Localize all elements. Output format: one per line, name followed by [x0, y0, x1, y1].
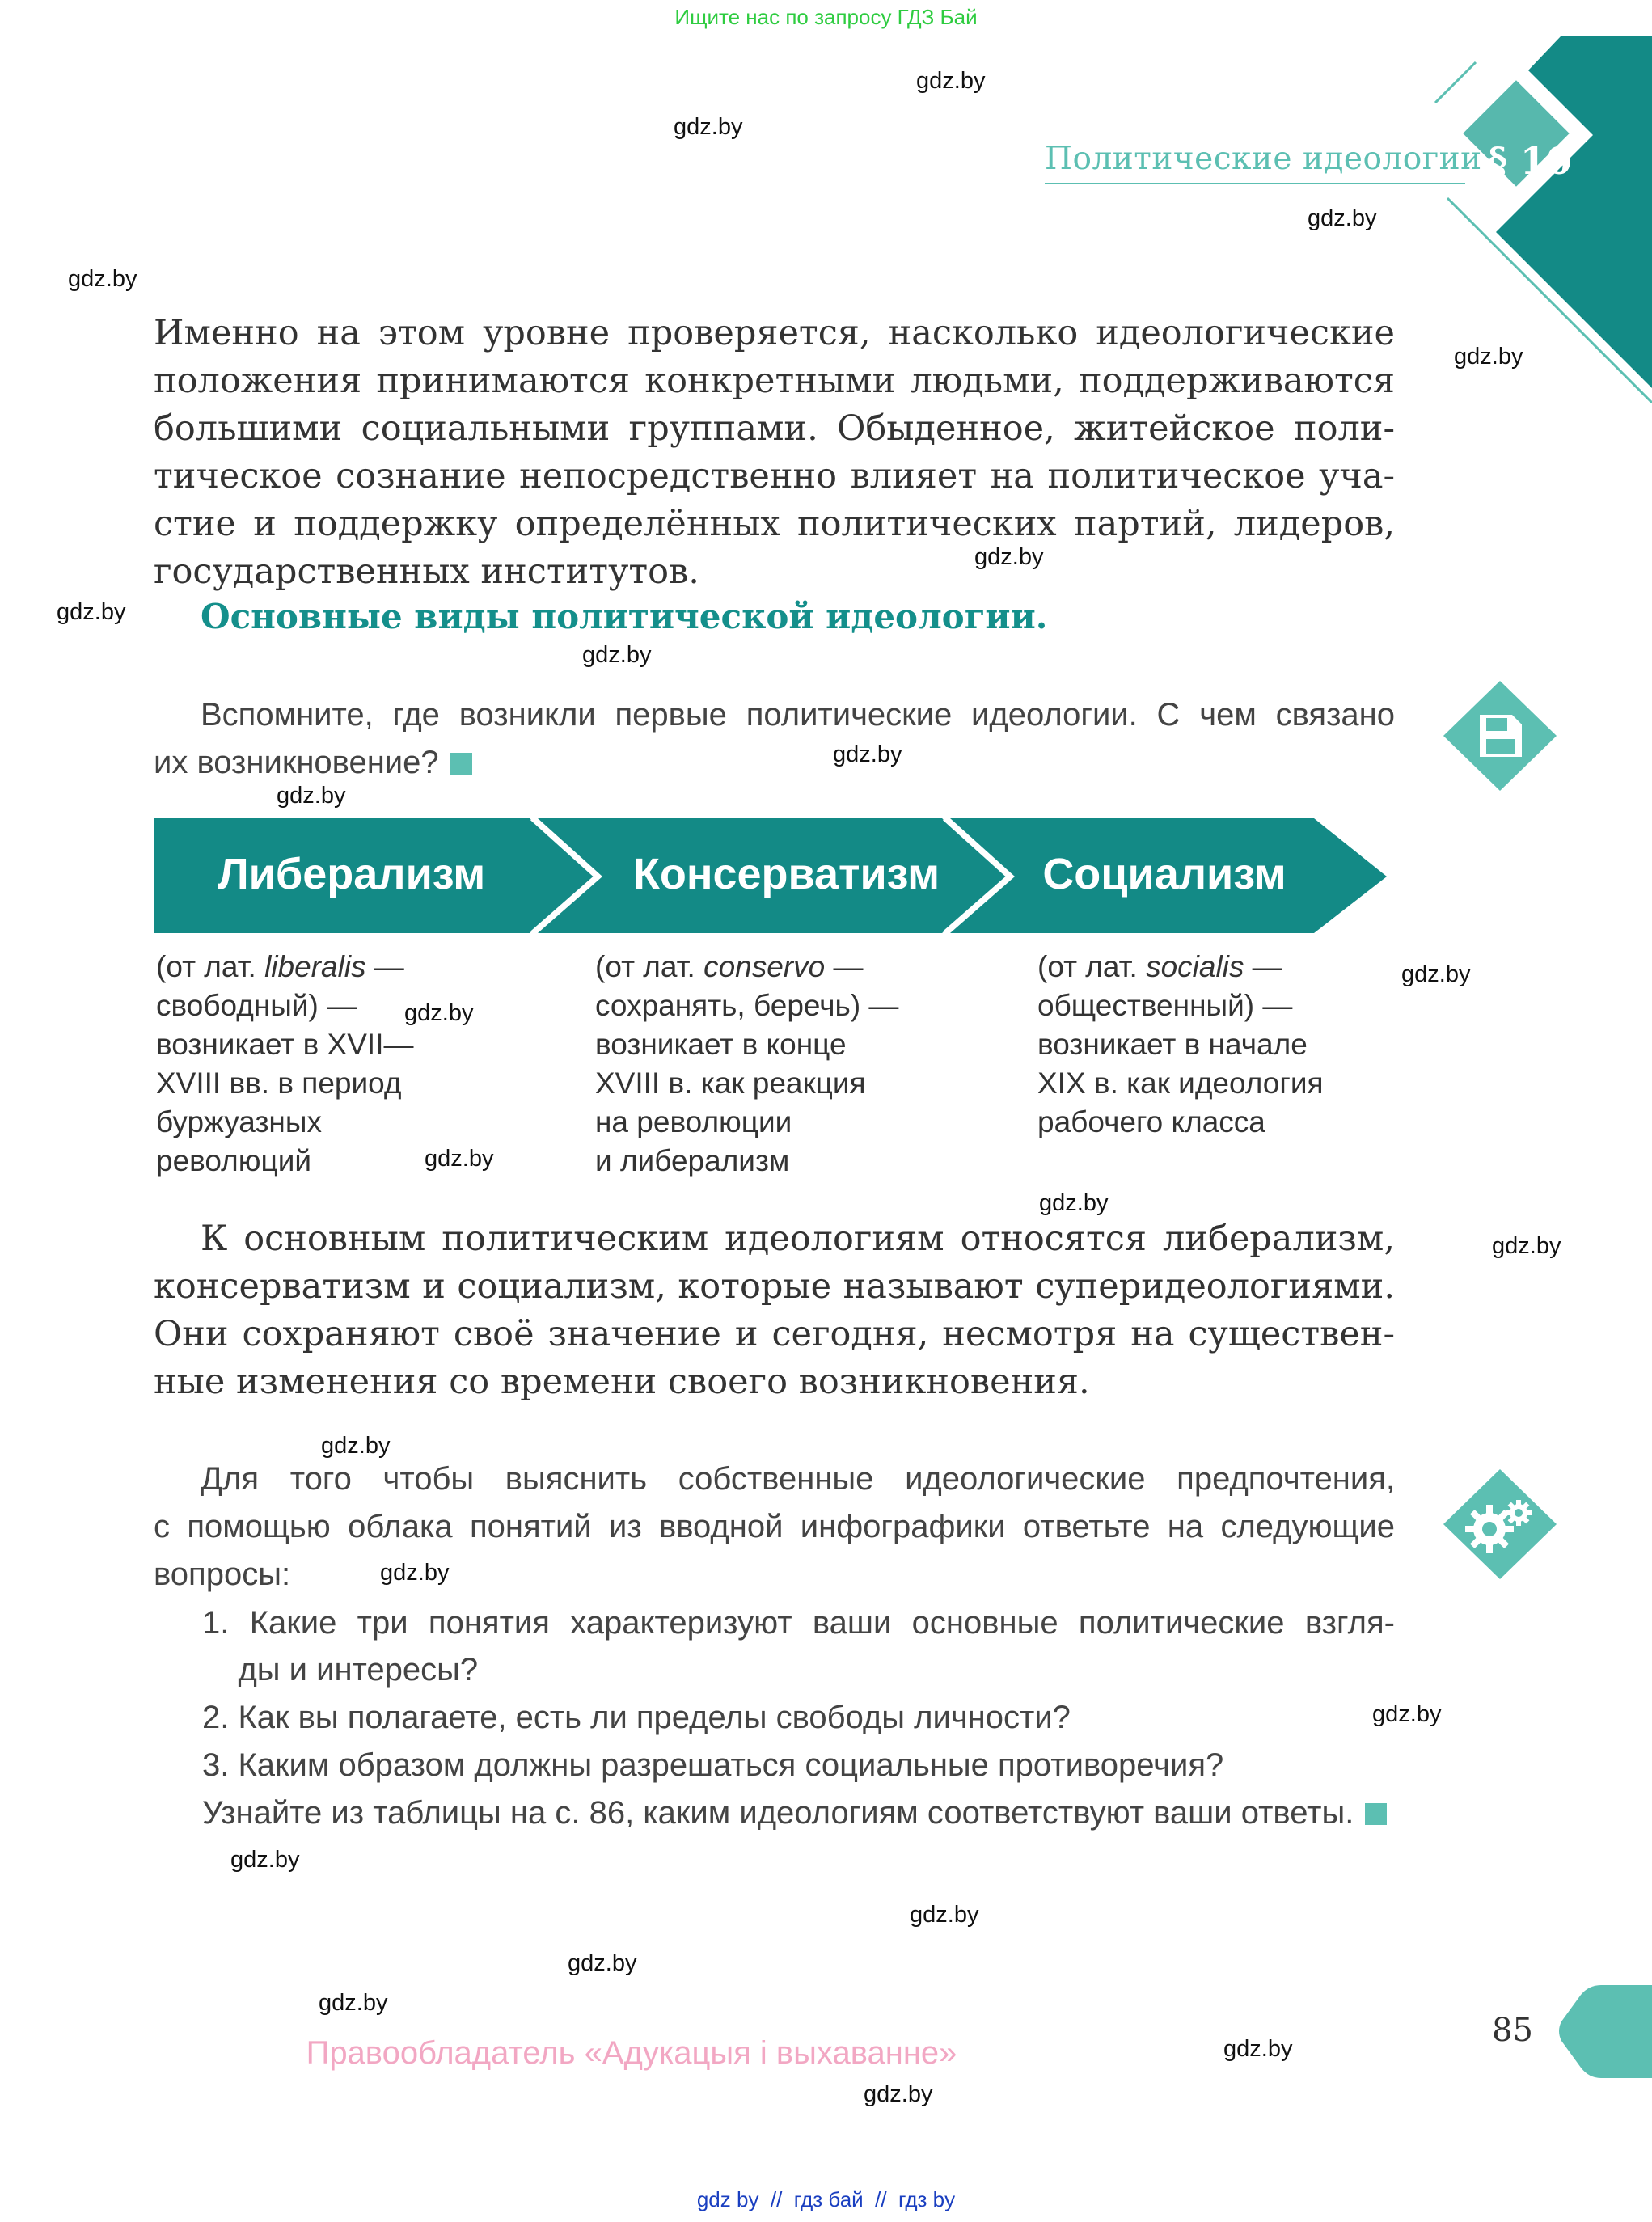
text-line: ды и интересы?	[202, 1652, 479, 1688]
recall-task	[154, 691, 1395, 787]
watermark: gdz.by	[1401, 961, 1471, 987]
text-line: Они сохраняют своё значение и сегодня, несмотря на существен-	[154, 1314, 1395, 1354]
watermark: gdz.by	[321, 1433, 391, 1459]
footer-links[interactable]: gdz by // гдз бай // гдз by	[696, 2187, 956, 2211]
text-line: вопросы:	[154, 1557, 291, 1592]
watermark: gdz.by	[1039, 1190, 1109, 1216]
main-paragraph	[154, 1215, 1395, 1406]
watermark: gdz.by	[916, 68, 986, 94]
chevron-label-liberalism: Либерализм	[218, 850, 486, 898]
watermark: gdz.by	[568, 1950, 637, 1976]
chevron-label-socialism: Социализм	[1042, 850, 1287, 898]
definition-line: буржуазных	[156, 1105, 322, 1138]
save-disk-icon	[1439, 679, 1561, 792]
text-line: государственных институтов.	[154, 551, 699, 592]
watermark: gdz.by	[833, 741, 902, 767]
top-banner[interactable]: Ищите нас по запросу ГДЗ Бай	[674, 5, 978, 29]
question-3: 3. Каким образом должны разрешаться социальные противоречия?	[202, 1747, 1224, 1783]
text-line: их возникновение?	[154, 739, 1395, 787]
watermark: gdz.by	[1308, 205, 1377, 231]
watermark: gdz.by	[319, 1990, 388, 2016]
closing-instruction: Узнайте из таблицы на с. 86, каким идеологиям соответствуют ваши ответы.	[202, 1789, 1395, 1836]
section-subheading: Основные виды политической идеологии.	[201, 597, 1048, 636]
definition-line: XVIII в. как реакция	[595, 1067, 866, 1100]
watermark: gdz.by	[674, 114, 743, 140]
watermark: gdz.by	[277, 783, 346, 809]
definition-line: и либерализм	[595, 1144, 790, 1177]
definition-line: сохранять, беречь) —	[595, 989, 899, 1022]
watermark: gdz.by	[582, 642, 652, 668]
text-line: большими социальными группами. Обыденное, житейское поли-	[154, 408, 1395, 449]
text-line: консерватизм и социализм, которые называют суперидеологиями.	[154, 1266, 1395, 1307]
header-underline	[1045, 183, 1465, 184]
definition-line: (от лат. socialis —	[1037, 950, 1282, 983]
question-2: 2. Как вы полагаете, есть ли пределы свободы личности?	[202, 1700, 1071, 1735]
watermark: gdz.by	[380, 1560, 450, 1586]
text-line: положения принимаются конкретными людьми, поддерживаются	[154, 361, 1395, 401]
preference-task	[154, 1455, 1395, 1599]
definition-line: XIX в. как идеология	[1037, 1067, 1324, 1100]
watermark: gdz.by	[1492, 1233, 1561, 1259]
question-1	[202, 1599, 1395, 1693]
section-badge: § 10	[1487, 139, 1573, 183]
text-line: с помощью облака понятий из вводной инфографики ответьте на следующие	[154, 1509, 1395, 1544]
watermark: gdz.by	[404, 1000, 474, 1026]
definition-line: (от лат. conservo —	[595, 950, 864, 983]
text-line: 1. Какие три понятия характеризуют ваши основные политические взгля-	[202, 1605, 1395, 1641]
watermark: gdz.by	[910, 1902, 979, 1928]
copyright-notice: Правообладатель «Адукацыя і выхаванне»	[306, 2035, 957, 2071]
definition-line: рабочего класса	[1037, 1105, 1265, 1138]
definition-socialism	[1037, 948, 1324, 1142]
text-line: Вспомните, где возникли первые политические идеологии. С чем связано	[201, 697, 1395, 733]
intro-paragraph	[154, 310, 1395, 596]
watermark: gdz.by	[1454, 344, 1523, 370]
definition-line: возникает в начале	[1037, 1028, 1308, 1061]
page-tab	[1557, 1985, 1652, 2078]
definition-liberalism	[156, 948, 413, 1181]
text-line: тическое сознание непосредственно влияет на политическое уча-	[154, 456, 1395, 496]
watermark: gdz.by	[230, 1847, 300, 1873]
watermark: gdz.by	[974, 544, 1044, 570]
chevron-label-conservatism: Консерватизм	[632, 850, 940, 898]
text-line: Именно на этом уровне проверяется, насколько идеологические	[154, 313, 1395, 353]
end-marker	[1365, 1803, 1387, 1825]
definition-line: на революции	[595, 1105, 792, 1138]
watermark: gdz.by	[57, 599, 126, 625]
watermark: gdz.by	[68, 266, 137, 292]
definition-line: XVIII вв. в период	[156, 1067, 402, 1100]
watermark: gdz.by	[1372, 1701, 1442, 1727]
gears-icon	[1439, 1468, 1561, 1581]
definition-line: революций	[156, 1144, 312, 1177]
watermark: gdz.by	[864, 2081, 933, 2107]
watermark: gdz.by	[1223, 2036, 1293, 2062]
watermark: gdz.by	[425, 1146, 494, 1172]
definition-line: общественный) —	[1037, 989, 1293, 1022]
text-line: стие и поддержку определённых политических партий, лидеров,	[154, 504, 1395, 544]
definition-line: свободный) —	[156, 989, 357, 1022]
end-marker	[450, 753, 472, 775]
text-line: Для того чтобы выяснить собственные идеологические предпочтения,	[201, 1461, 1395, 1497]
definition-conservatism	[595, 948, 898, 1181]
text-line: К основным политическим идеологиям относятся либерализм,	[201, 1219, 1395, 1259]
text-line: ные изменения со времени своего возникновения.	[154, 1362, 1090, 1402]
definition-line: возникает в конце	[595, 1028, 847, 1061]
definition-line: возникает в XVII—	[156, 1028, 414, 1061]
chapter-title: Политические идеологии	[1045, 141, 1482, 177]
page-number: 85	[1492, 2012, 1533, 2049]
definition-line: (от лат. liberalis —	[156, 950, 404, 983]
